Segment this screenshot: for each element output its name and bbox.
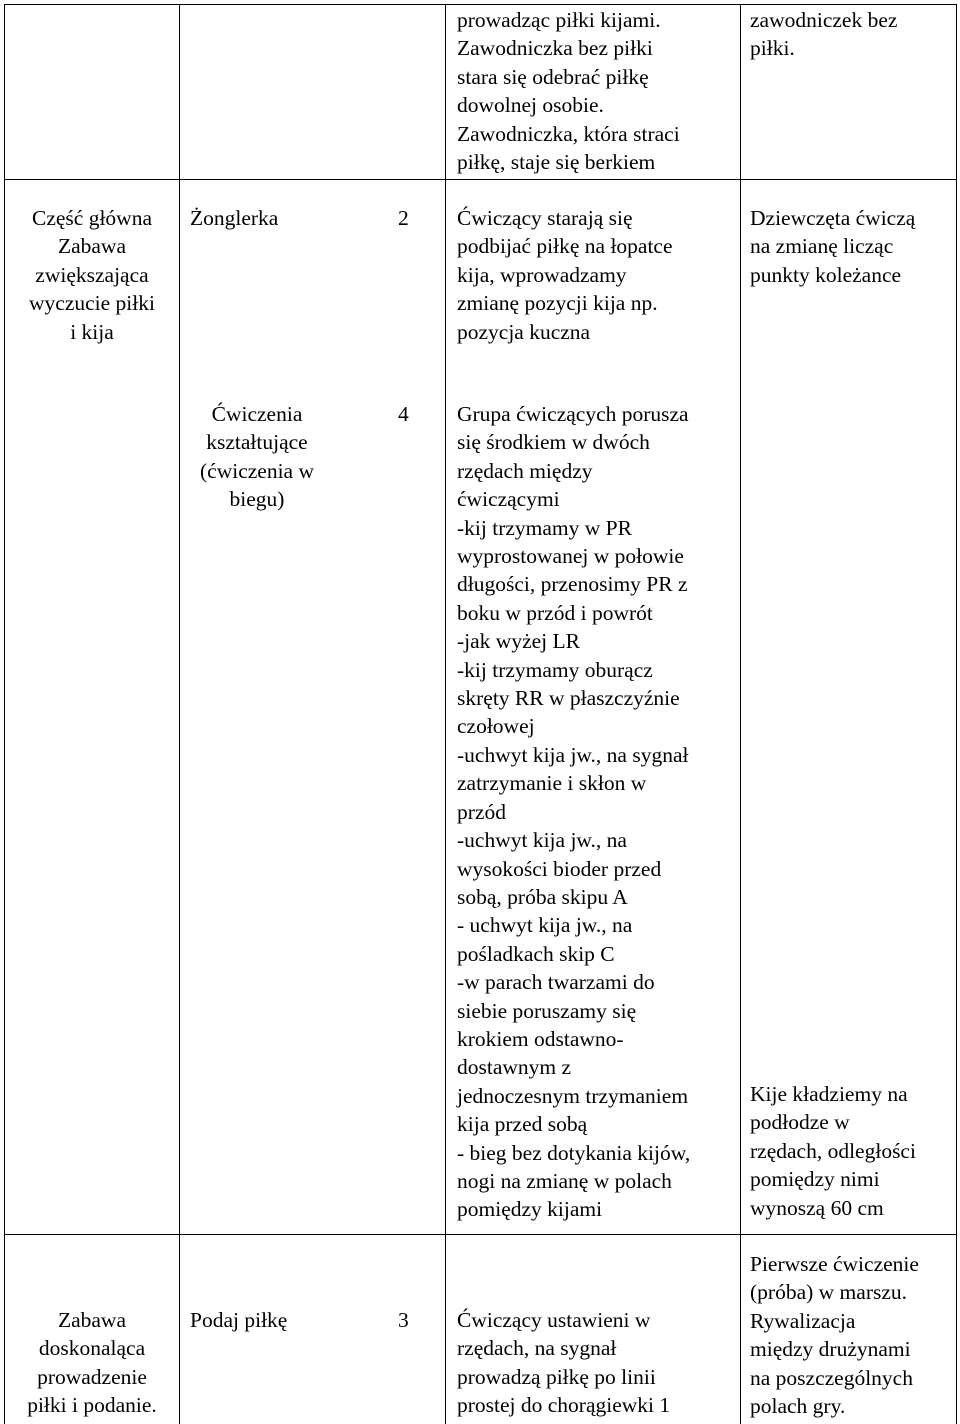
- description-line: ćwiczącymi: [457, 487, 560, 512]
- description-line: boku w przód i powrót: [457, 600, 653, 625]
- description-line: - bieg bez dotykania kijów,: [457, 1140, 691, 1165]
- activity-line: Żonglerka: [190, 206, 279, 230]
- section-line: prowadzenie: [37, 1364, 147, 1389]
- description-line: prowadząc piłki kijami.: [457, 8, 661, 32]
- description-line: -w parach twarzami do: [457, 970, 655, 995]
- minutes-value: 4: [398, 402, 409, 426]
- section-line: doskonaląca: [38, 1336, 146, 1361]
- description-cell: [457, 1306, 739, 1420]
- description-line: pośladkach skip C: [457, 941, 615, 966]
- activity-line: kształtujące: [206, 430, 308, 455]
- description-line: Grupa ćwiczących porusza: [457, 402, 689, 426]
- description-line: kija przed sobą: [457, 1112, 588, 1137]
- activity-line: (ćwiczenia w: [200, 458, 314, 483]
- description-line: - uchwyt kija jw., na: [457, 913, 633, 938]
- notes-line: między drużynami: [750, 1337, 911, 1362]
- section-line: wyczucie piłki: [29, 291, 155, 316]
- activity-line: Ćwiczenia: [211, 402, 303, 426]
- description-line: -jak wyżej LR: [457, 629, 580, 654]
- description-line: Zawodniczka, która straci: [457, 121, 680, 146]
- description-line: Ćwiczący ustawieni w: [457, 1308, 651, 1332]
- minutes-value: 2: [398, 206, 409, 230]
- description-line: krokiem odstawno-: [457, 1026, 624, 1051]
- notes-line: na zmianę licząc: [750, 234, 894, 259]
- description-line: pomiędzy kijami: [457, 1197, 603, 1222]
- description-line: jednoczesnym trzymaniem: [457, 1083, 689, 1108]
- notes-line: Rywalizacja: [750, 1308, 856, 1333]
- description-line: Ćwiczący starają się: [457, 206, 633, 230]
- description-line: się środkiem w dwóch: [457, 430, 650, 455]
- description-line: dostawnym z: [457, 1055, 572, 1080]
- notes-line: wynoszą 60 cm: [750, 1195, 884, 1220]
- notes-line: rzędach, odległości: [750, 1138, 916, 1163]
- notes-line: polach gry.: [750, 1394, 846, 1419]
- description-line: -uchwyt kija jw., na: [457, 828, 627, 853]
- minutes-cell: [398, 1306, 438, 1334]
- description-line: zmianę pozycji kija np.: [457, 291, 658, 316]
- description-line: piłkę, staje się berkiem: [457, 150, 656, 175]
- description-line: długości, przenosimy PR z: [457, 572, 688, 597]
- description-line: podbijać piłkę na łopatce: [457, 234, 673, 259]
- notes-line: piłki.: [750, 36, 795, 61]
- description-line: wyprostowanej w połowie: [457, 544, 684, 569]
- section-line: Zabawa: [57, 1308, 127, 1332]
- notes-line: Kije kładziemy na: [750, 1082, 908, 1106]
- notes-line: na poszczególnych: [750, 1365, 913, 1390]
- notes-line: podłodze w: [750, 1110, 850, 1135]
- activity-line: Podaj piłkę: [190, 1308, 288, 1332]
- description-line: sobą, próba skipu A: [457, 884, 628, 909]
- section-line: i kija: [70, 319, 114, 344]
- notes-cell: [750, 1250, 955, 1420]
- description-line: stara się odebrać piłkę: [457, 64, 649, 89]
- description-line: zatrzymanie i skłon w: [457, 771, 647, 796]
- minutes-value: 3: [398, 1308, 409, 1332]
- notes-line: punkty koleżance: [750, 262, 902, 287]
- notes-line: pomiędzy nimi: [750, 1167, 880, 1192]
- description-line: nogi na zmianę w polach: [457, 1168, 672, 1193]
- notes-line: Dziewczęta ćwiczą: [750, 206, 916, 230]
- description-line: dowolnej osobie.: [457, 93, 604, 118]
- description-line: -kij trzymamy oburącz: [457, 657, 653, 682]
- section-line: piłki i podanie.: [27, 1393, 157, 1418]
- description-line: prowadzą piłkę po linii: [457, 1364, 656, 1389]
- description-line: rzędach, na sygnał: [457, 1336, 617, 1361]
- notes-line: zawodniczek bez: [750, 8, 898, 32]
- description-line: wysokości bioder przed: [457, 856, 662, 881]
- description-line: rzędach między: [457, 458, 593, 483]
- activity-cell: [190, 1306, 380, 1334]
- description-line: skręty RR w płaszczyźnie: [457, 686, 680, 711]
- section-cell: [6, 1306, 178, 1420]
- activity-line: biegu): [229, 487, 285, 512]
- description-line: siebie poruszamy się: [457, 998, 637, 1023]
- description-line: Zawodniczka bez piłki: [457, 36, 653, 61]
- description-line: pozycja kuczna: [457, 319, 591, 344]
- section-line: zwiększająca: [35, 262, 149, 287]
- description-line: prostej do chorągiewki 1: [457, 1393, 671, 1418]
- notes-line: (próba) w marszu.: [750, 1280, 908, 1305]
- description-line: przód: [457, 799, 506, 824]
- description-line: -uchwyt kija jw., na sygnał: [457, 742, 689, 767]
- description-line: kija, wprowadzamy: [457, 262, 627, 287]
- description-line: -kij trzymamy w PR: [457, 515, 632, 540]
- section-line: Część główna: [31, 206, 152, 230]
- notes-line: Pierwsze ćwiczenie: [750, 1252, 919, 1276]
- section-line: Zabawa: [57, 234, 127, 259]
- description-line: czołowej: [457, 714, 535, 739]
